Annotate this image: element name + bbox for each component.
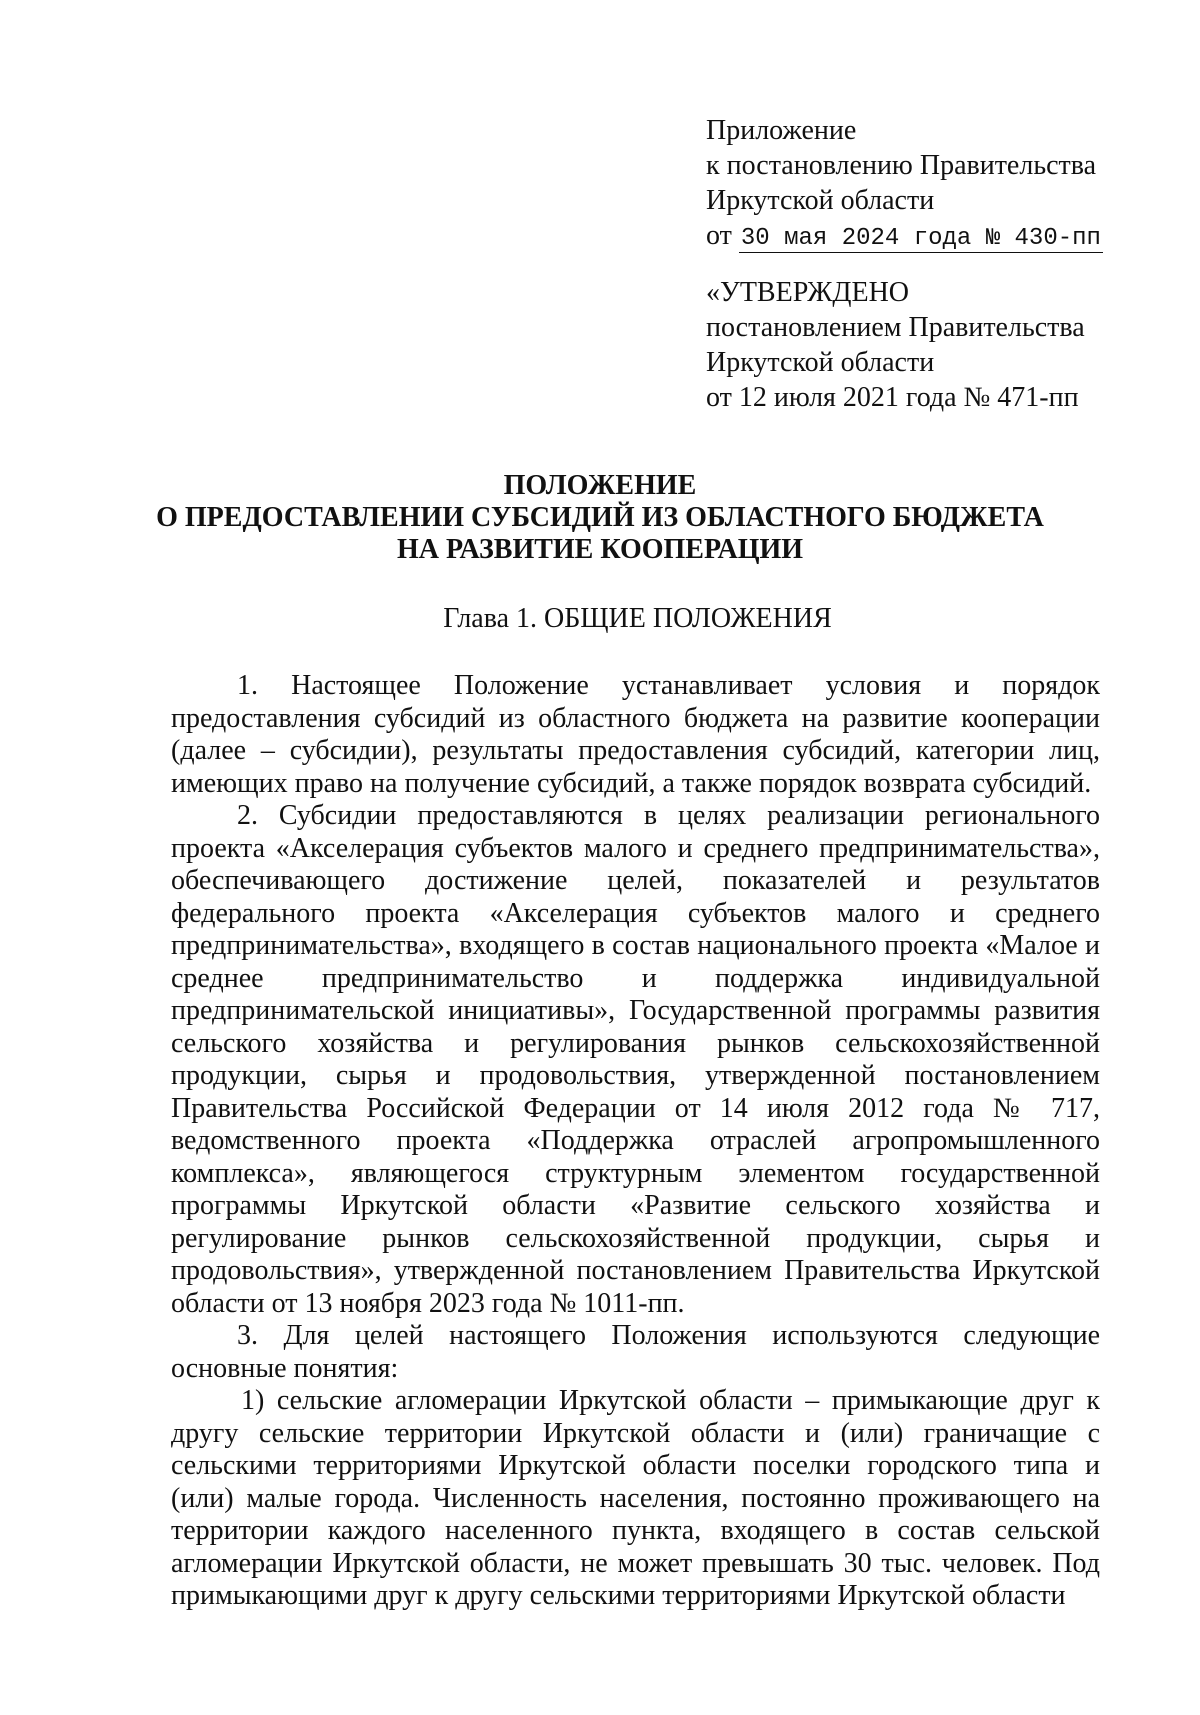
appendix-date-fill: 30 мая 2024 года № 430-пп	[740, 225, 1101, 252]
paragraph-3: 3. Для целей настоящего Положения используются следующие основные понятия:	[171, 1320, 1100, 1384]
paragraph-2: 2. Субсидии предоставляются в целях реализации регионального проекта «Акселерация субъектов малого и среднего предпринимательства», обеспечивающего достижение целей, показателей и результатов федерального проекта «Акселерация субъектов малого и среднего предпринимательства», входящего в состав национального проекта «Малое и среднее предпринимательство и поддержка индивидуальной предпринимательской инициативы», Государственной программы развития сельского хозяйства и регулирования рынков сельскохозяйственной продукции, сырья и продовольствия, утвержденной постановлением Правительства Российской Федерации от 14 июля 2012 года № 717, ведомственного проекта «Поддержка отраслей агропромышленного комплекса», являющегося структурным элементом государственной программы Иркутской области «Развитие сельского хозяйства и регулирование рынков сельскохозяйственной продукции, сырья и продовольствия», утвержденной постановлением Правительства Иркутской области от 13 ноября 2023 года № 1011-пп.	[171, 800, 1100, 1319]
approved-label: «УТВЕРЖДЕНО	[706, 277, 910, 308]
paragraph-3-item-1: 1) сельские агломерации Иркутской области – примыкающие друг к другу сельские территории Иркутской области и (или) граничащие с сельскими территориями Иркутской области поселки городского типа и (или) малые города. Численность населения, постоянно проживающего на территории каждого населенного пункта, входящего в состав сельской агломерации Иркутской области, не может превышать 30 тыс. человек. Под примыкающими друг к другу сельскими территориями Иркутской области	[171, 1385, 1100, 1611]
appendix-date-prefix: от	[706, 220, 739, 251]
approved-resolution-line: постановлением Правительства	[706, 312, 1085, 343]
approved-region-line: Иркутской области	[706, 347, 935, 378]
document-title	[0, 470, 1200, 566]
approval-header	[706, 275, 1085, 415]
title-line-1: ПОЛОЖЕНИЕ	[503, 470, 697, 501]
appendix-region-line: Иркутской области	[706, 185, 935, 216]
appendix-date-line	[706, 218, 1103, 256]
paragraph-1: 1. Настоящее Положение устанавливает условия и порядок предоставления субсидий из областного бюджета на развитие кооперации (далее – субсидии), результаты предоставления субсидий, категории лиц, имеющих право на получение субсидий, а также порядок возврата субсидий.	[171, 670, 1100, 799]
approved-date-line: от 12 июля 2021 года № 471-пп	[706, 382, 1079, 413]
document-body	[171, 670, 1100, 1613]
appendix-header	[706, 113, 1103, 256]
title-line-2: О ПРЕДОСТАВЛЕНИИ СУБСИДИЙ ИЗ ОБЛАСТНОГО БЮДЖЕТА	[156, 502, 1044, 533]
appendix-label: Приложение	[706, 115, 857, 146]
title-line-3: НА РАЗВИТИЕ КООПЕРАЦИИ	[396, 534, 804, 565]
appendix-resolution-line: к постановлению Правительства	[706, 150, 1097, 181]
chapter-heading: Глава 1. ОБЩИЕ ПОЛОЖЕНИЯ	[443, 603, 832, 634]
